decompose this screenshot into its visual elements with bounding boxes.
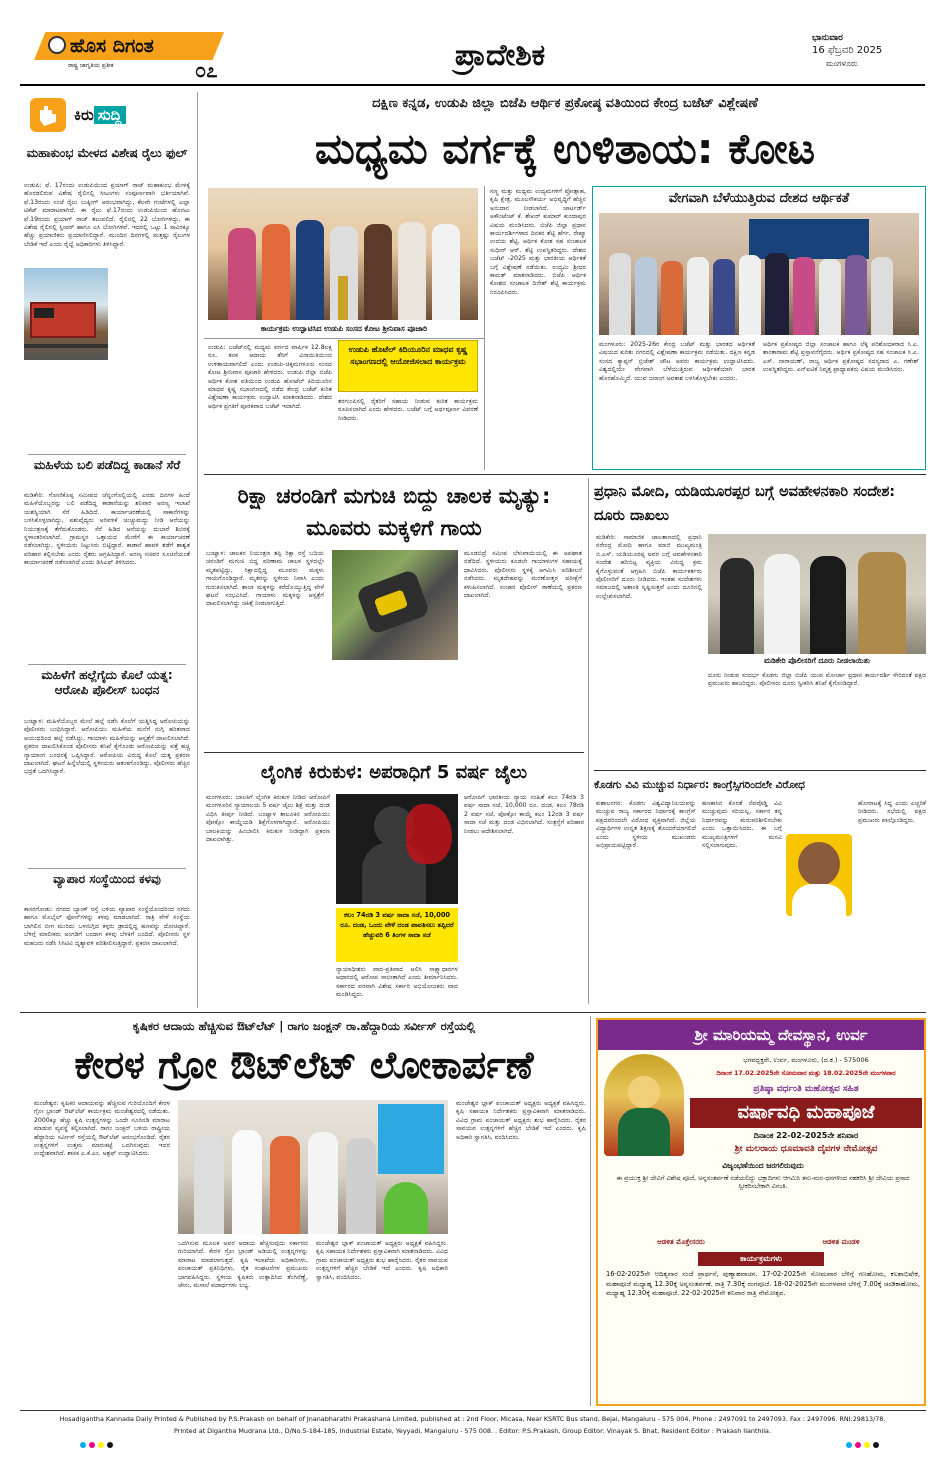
pocso-highlight-text: ಕಲಂ 74ರಡಿ 3 ವರ್ಷ ಸಾದಾ ಸಜೆ, 10,000 ರೂ. ದಂಡ, ಒಂದು ವೇಳೆ ದಂಡ ಪಾವತಿಸಲು ತಪ್ಪಿದರೆ ಹೆಚ್ಚುವರಿ 6 ತಿಂಗಳ ಸಾದಾ ಸಜೆ xyxy=(340,911,454,939)
lead-kicker: ದಕ್ಷಿಣ ಕನ್ನಡ, ಉಡುಪಿ ಜಿಲ್ಲಾ ಬಿಜೆಪಿ ಆರ್ಥಿಕ ಪ್ರಕೋಷ್ಠ ವತಿಯಿಂದ ಕೇಂದ್ರ ಬಜೆಟ್ ವಿಶ್ಲೇಷಣೆ xyxy=(372,96,758,111)
ad-line-5: ವಿಜೃಂಭಣೆಯಿಂದ ಜರಗಲಿರುವುದು xyxy=(722,1161,804,1170)
lead-headline: ಮಧ್ಯಮ ವರ್ಗಕ್ಕೆ ಉಳಿತಾಯ: ಕೋಟ xyxy=(314,124,816,173)
ad-sign-right: ಆಡಳಿತ ಮಂಡಳಿ xyxy=(822,1238,860,1246)
city-label: ಮಂಗಳೂರು xyxy=(826,59,858,68)
kodagu-col-1: ಕುಶಾಲನಗರ: ಕೊಡಗು ವಿಶ್ವವಿದ್ಯಾನಿಲಯವನ್ನು ಮುಚ್ಚುವ ರಾಜ್ಯ ಸರ್ಕಾರದ ನಿರ್ಧಾರಕ್ಕೆ ಕಾಂಗ್ರೆಸ್ ಪಕ್ಷದವರಿಂದಲೇ ವಿರೋಧ ವ್ಯಕ್ತವಾಗಿದೆ. ಜಿಲ್ಲೆಯ ವಿದ್ಯಾರ್ಥಿಗಳ ಉನ್ನತ ಶಿಕ್ಷಣಕ್ಕೆ ತೊಂದರೆಯಾಗಲಿದೆ ಎಂದು ಸ್ಥಳೀಯ ಮುಖಂಡರು ಅಭಿಪ್ರಾಯಪಟ್ಟಿದ್ದಾರೆ. xyxy=(596,800,696,850)
lead-story xyxy=(204,92,926,470)
pocso-highlight-box xyxy=(336,908,458,962)
ad-address: ಭಗವದ್ಭಕ್ತರೇ, ಉರ್ವ, ಮಂಗಳೂರು, (ದ.ಕ.) - 575006 xyxy=(743,1056,869,1064)
logo-emblem-icon xyxy=(48,36,66,54)
ad-body: ಈ ಪ್ರಯುಕ್ತ ಶ್ರೀ ದೇವಿಗೆ ವಿಶೇಷ ಪೂಜೆ, ಅನ್ನಸಂತರ್ಪಣೆ ನಡೆಯಲಿದ್ದು ಭಕ್ತಾದಿಗಳು ಆಗಮಿಸಿ ತನು-ಮನ-ಧನಗಳಿಂದ ಸಹಕರಿಸಿ ಶ್ರೀ ದೇವಿಯ ಪ್ರಸಾದ ಸ್ವೀಕರಿಸಬೇಕಾಗಿ ವಿನಂತಿ. xyxy=(616,1174,910,1191)
ad-deity-image xyxy=(604,1054,684,1156)
lead-highlight-box xyxy=(338,340,478,392)
pocso-col-3: ಆರೋಪಿಗೆ ಭಾರತೀಯ ನ್ಯಾಯ ಸಂಹಿತೆ ಕಲಂ 74ರಡಿ 3 ವರ್ಷ ಸಾದಾ ಸಜೆ, 10,000 ರೂ. ದಂಡ, ಕಲಂ 78ರಡಿ 2 ವರ್ಷ ಸಜೆ, ಪೋಕ್ಸೋ ಕಾಯ್ದೆ ಕಲಂ 12ರಡಿ 3 ವರ್ಷ ಸಾದಾ ಸಜೆ ಮತ್ತು ದಂಡ ವಿಧಿಸಲಾಗಿದೆ. ಸಂತ್ರಸ್ತೆಗೆ ಪರಿಹಾರ ನೀಡಲು ಆದೇಶಿಸಲಾಗಿದೆ. xyxy=(464,794,584,835)
registration-marks xyxy=(80,1442,880,1452)
masthead-logo-text: ಹೊಸ ದಿಗಂತ xyxy=(70,35,154,57)
page-number: ೦೭ xyxy=(195,58,218,82)
sidebar-item xyxy=(24,458,190,658)
pocso-story xyxy=(204,758,584,1010)
kodagu-headline: ಕೊಡಗು ವಿವಿ ಮುಚ್ಚುವ ನಿರ್ಧಾರ: ಕಾಂಗ್ರೆಸ್ಸಿಗರಿಂದಲೇ ವಿರೋಧ xyxy=(594,779,805,791)
kerala-headline: ಕೇರಳ ಗ್ರೋ ಔಟ್‌ಲೆಟ್ ಲೋಕಾರ್ಪಣೆ xyxy=(74,1043,534,1087)
date-block xyxy=(800,32,920,82)
sidebar-item xyxy=(24,872,190,1006)
sidebar-item-body: ಬಂಟ್ವಾಳ: ಮಹಿಳೆಯೊಬ್ಬರ ಮೇಲೆ ಹಲ್ಲೆ ನಡೆಸಿ ಕೊಲೆಗೆ ಯತ್ನಿಸಿದ್ದ ಆರೋಪಿಯನ್ನು ಪೊಲೀಸರು ಬಂಧಿಸಿದ್ದಾರೆ. ಆರೋಪಿಯು ಮಹಿಳೆಯ ಮನೆಗೆ ನುಗ್ಗಿ ಹರಿತವಾದ ಆಯುಧದಿಂದ ಹಲ್ಲೆ ನಡೆಸಿದ್ದು, ಗಾಯಾಳು ಮಹಿಳೆಯನ್ನು ಆಸ್ಪತ್ರೆಗೆ ದಾಖಲಿಸಲಾಗಿದೆ. ಪ್ರಕರಣ ದಾಖಲಿಸಿಕೊಂಡ ಪೊಲೀಸರು ತನಿಖೆ ಕೈಗೊಂಡು ಆರೋಪಿಯನ್ನು ಪತ್ತೆ ಹಚ್ಚಿ ನ್ಯಾಯಾಂಗ ಬಂಧನಕ್ಕೆ ಒಪ್ಪಿಸಿದ್ದಾರೆ. ಆರೋಪಿಯ ವಿರುದ್ಧ ಕೊಲೆ ಯತ್ನ ಪ್ರಕರಣ ದಾಖಲಾಗಿದೆ. ಘಟನೆ ಹಿನ್ನೆಲೆಯಲ್ಲಿ ಸ್ಥಳೀಯರು ಆತಂಕಗೊಂಡಿದ್ದು, ಪೊಲೀಸರು ಹೆಚ್ಚಿನ ಭದ್ರತೆ ಒದಗಿಸಿದ್ದಾರೆ. xyxy=(24,718,190,776)
modi-col-1: ಮಡಿಕೇರಿ: ಸಾಮಾಜಿಕ ಜಾಲತಾಣದಲ್ಲಿ ಪ್ರಧಾನಿ ನರೇಂದ್ರ ಮೋದಿ ಹಾಗೂ ಮಾಜಿ ಮುಖ್ಯಮಂತ್ರಿ ಬಿ.ಎಸ್. ಯಡಿಯೂರಪ್ಪ ಅವರ ಬಗ್ಗೆ ಅವಹೇಳನಕಾರಿ ಸಂದೇಶ ಹರಿಬಿಟ್ಟ ವ್ಯಕ್ತಿಯ ವಿರುದ್ಧ ಕ್ರಮ ಕೈಗೊಳ್ಳುವಂತೆ ಆಗ್ರಹಿಸಿ ಬಿಜೆಪಿ ಕಾರ್ಯಕರ್ತರು ಪೊಲೀಸರಿಗೆ ದೂರು ನೀಡಿದರು. ಇಂತಹ ಸಂದೇಶಗಳು ಸಮಾಜದಲ್ಲಿ ಅಶಾಂತಿ ಸೃಷ್ಟಿಸುತ್ತವೆ ಎಂದು ದೂರಿನಲ್ಲಿ ಉಲ್ಲೇಖಿಸಲಾಗಿದೆ. xyxy=(596,534,702,600)
sidebar-label-a: ಕಿರು xyxy=(74,106,94,124)
kerala-col-3: ಮಂಜೇಶ್ವರ ಬ್ಲಾಕ್ ಪಂಚಾಯತ್ ಅಧ್ಯಕ್ಷರು ಅಧ್ಯಕ್ಷತೆ ವಹಿಸಿದ್ದರು. ಕೃಷಿ ಸಹಾಯಕ ನಿರ್ದೇಶಕರು ಪ್ರಸ್ತಾವಿಕವಾಗಿ ಮಾತನಾಡಿದರು. ವಿವಿಧ ಗ್ರಾಮ ಪಂಚಾಯತ್ ಅಧ್ಯಕ್ಷರು ಶುಭ ಹಾರೈಸಿದರು. ರೈತರ ಸಾವಯವ ಉತ್ಪನ್ನಗಳಿಗೆ ಹೆಚ್ಚಿನ ಬೇಡಿಕೆ ಇದೆ ಎಂದರು. ಕೃಷಿ ಅಧಿಕಾರಿ ಸ್ವಾಗತಿಸಿ, ವಂದಿಸಿದರು. xyxy=(456,1100,586,1141)
rickshaw-photo xyxy=(332,550,458,660)
kerala-kicker: ಕೃಷಿಕರ ಆದಾಯ ಹೆಚ್ಚಿಸುವ ಔಟ್‌ಲೆಟ್ | ರಾಗಂ ಜಂಕ್ಷನ್ ರಾ.ಹೆದ್ದಾರಿಯ ಸರ್ವೀಸ್ ರಸ್ತೆಯಲ್ಲಿ xyxy=(132,1019,476,1033)
hand-icon xyxy=(30,98,66,132)
ad-big-bar xyxy=(690,1098,922,1128)
footer-line-1: Hosadigantha Kannada Daily Printed & Published by P.S.Prakash on behalf of Jnanabharathi Prakashana Limited, published at : 2nd Floor, Micasa, Near KSRTC Bus stand, Bejai, Mangaluru - 575 004, Phone : 2497091 to 2497093. Fax : 2497096. RNI:29813/78. xyxy=(59,1415,886,1423)
modi-photo-caption: ಮಡಿಕೇರಿ ಪೊಲೀಸರಿಗೆ ದೂರು ನೀಡಲಾಯಿತು xyxy=(763,656,871,665)
sidebar-item-body: ಉಡುಪಿ: ಫೆ. 17ರಂದು ಉಡುಪಿಯಿಂದ ಪ್ರಯಾಗ್ ರಾಜ್ ಮಹಾಕುಂಭ ಮೇಳಕ್ಕೆ ಹೊರಡಲಿರುವ ವಿಶೇಷ ರೈಲಿನಲ್ಲಿ ಸೀಟುಗಳು ಸಂಪೂರ್ಣವಾಗಿ ಭರ್ತಿಯಾಗಿವೆ. ಫೆ.13ರಂದು ಸಂಜೆ ರೈಲು ಬುಕ್ಕಿಂಗ್ ಆರಂಭವಾಗಿದ್ದು, ಕೆಲವೇ ಗಂಟೆಗಳಲ್ಲಿ ಎಲ್ಲಾ ಟಿಕೆಟ್ ಮಾರಾಟವಾಗಿದೆ. ಈ ರೈಲು ಫೆ.17ರಂದು ಉಡುಪಿಯಿಂದ ಹೊರಟು ಫೆ.19ರಂದು ಪ್ರಯಾಗ್ ರಾಜ್ ತಲುಪಲಿದೆ. ರೈಲಿನಲ್ಲಿ 22 ಬೋಗಿಗಳಿದ್ದು, ಈ ವಿಶೇಷ ರೈಲಿನಲ್ಲಿ ಸ್ಲೀಪರ್ ಹಾಗೂ ಎಸಿ ಬೋಗಿಗಳಿವೆ. ಇದರಲ್ಲಿ ಒಟ್ಟು 1 ಸಾವಿರಕ್ಕೂ ಹೆಚ್ಚು ಪ್ರಯಾಣಿಕರು ಪ್ರಯಾಣಿಸಲಿದ್ದಾರೆ. ಮುಂದಿನ ದಿನಗಳಲ್ಲಿ ಮತ್ತಷ್ಟು ರೈಲುಗಳ ಬೇಡಿಕೆ ಇದೆ ಎಂದು ರೈಲ್ವೆ ಅಧಿಕಾರಿಗಳು ತಿಳಿಸಿದ್ದಾರೆ. xyxy=(24,182,190,248)
date-label: 16 ಫೆಬ್ರವರಿ 2025 xyxy=(812,45,883,56)
modi-col-2: ದೂರು ನೀಡುವ ಸಂದರ್ಭ ಕೊಡಗು ಜಿಲ್ಲಾ ಬಿಜೆಪಿ ಯುವ ಮೋರ್ಚಾ ಪ್ರಧಾನ ಕಾರ್ಯದರ್ಶಿ ಸೇರಿದಂತೆ ಪಕ್ಷದ ಪ್ರಮುಖರು ಹಾಜರಿದ್ದರು. ಪೊಲೀಸರು ದೂರು ಸ್ವೀಕರಿಸಿ ತನಿಖೆ ಕೈಗೊಂಡಿದ್ದಾರೆ. xyxy=(708,672,926,688)
pocso-headline: ಲೈಂಗಿಕ ಕಿರುಕುಳ: ಅಪರಾಧಿಗೆ 5 ವರ್ಷ ಜೈಲು xyxy=(260,762,528,783)
sidebar-item xyxy=(24,668,190,864)
kerala-col-2b: ಮಂಜೇಶ್ವರ ಬ್ಲಾಕ್ ಪಂಚಾಯತ್ ಅಧ್ಯಕ್ಷರು ಅಧ್ಯಕ್ಷತೆ ವಹಿಸಿದ್ದರು. ಕೃಷಿ ಸಹಾಯಕ ನಿರ್ದೇಶಕರು ಪ್ರಸ್ತಾವಿಕವಾಗಿ ಮಾತನಾಡಿದರು. ವಿವಿಧ ಗ್ರಾಮ ಪಂಚಾಯತ್ ಅಧ್ಯಕ್ಷರು ಶುಭ ಹಾರೈಸಿದರು. ರೈತರ ಸಾವಯವ ಉತ್ಪನ್ನಗಳಿಗೆ ಹೆಚ್ಚಿನ ಬೇಡಿಕೆ ಇದೆ ಎಂದರು. ಕೃಷಿ ಅಧಿಕಾರಿ ಸ್ವಾಗತಿಸಿ, ವಂದಿಸಿದರು. xyxy=(316,1240,448,1281)
lead-sub-col-1: ಮಂಗಳೂರು: 2025-26ರ ಕೇಂದ್ರ ಬಜೆಟ್ ಮತ್ತು ಭಾರತದ ಆರ್ಥಿಕತೆ ವಿಷಯದ ಕುರಿತು ನಗರದಲ್ಲಿ ವಿಶ್ಲೇಷಣಾ ಕಾರ್ಯಕ್ರಮ ನಡೆಯಿತು. ದಕ್ಷಿಣ ಕನ್ನಡ ಸಂಸದ ಕ್ಯಾಪ್ಟನ್ ಬ್ರಿಜೇಶ್ ಚೌಟ ಅವರು ಕಾರ್ಯಕ್ರಮ ಉದ್ಘಾಟಿಸಿದರು. ವಿಶ್ವದಲ್ಲಿಯೇ ವೇಗವಾಗಿ ಬೆಳೆಯುತ್ತಿರುವ ಆರ್ಥಿಕತೆಯಾಗಿ ಭಾರತ ಹೊರಹೊಮ್ಮಿದೆ. ಯುವ ಜನಾಂಗ ಅವಕಾಶ ಬಳಸಿಕೊಳ್ಳಬೇಕು ಎಂದರು. xyxy=(599,341,755,382)
sidebar-item-title: ವ್ಯಾಪಾರ ಸಂಸ್ಥೆಯಿಂದ ಕಳವು xyxy=(53,872,161,886)
lead-sub-col-2: ಆರ್ಥಿಕ ಪ್ರಕೋಷ್ಠದ ಜಿಲ್ಲಾ ಸಂಚಾಲಕ ಹಾಗೂ ಲೆಕ್ಕ ಪರಿಶೋಧಕರಾದ ಸಿ.ಎ. ಶಾಂತಾರಾಮ ಶೆಟ್ಟಿ ಪ್ರಸ್ತಾವನೆಗೈದರು. ಆರ್ಥಿಕ ಪ್ರಕೋಷ್ಠದ ಸಹ ಸಂಚಾಲಕ ಸಿ.ಎ. ಎಸ್. ನಾರಾಯಣ್, ರಾಜ್ಯ ಆರ್ಥಿಕ ಪ್ರಕೋಷ್ಠದ ಸದಸ್ಯರಾದ ಎ. ಗಣೇಶ್ ಉಪಸ್ಥಿತರಿದ್ದರು. ಎನ್‌ಐಟಿಕೆ ನಿವೃತ್ತ ಪ್ರಾಧ್ಯಾಪಕರು ವಿಷಯ ಮಂಡಿಸಿದರು. xyxy=(763,341,919,374)
lead-photo xyxy=(208,188,478,320)
footer-line-2: Printed at Digantha Mudrana Ltd., D/No.5-184-185, Industrial Estate, Yeyyadi, Mangaluru - 575 008. . Editor: P.S.Prakash, Group Editor: Vinayak S. Bhat, Resident Editor : Prakash Ilanthila. xyxy=(173,1427,771,1435)
rickshaw-story xyxy=(204,480,584,748)
kerala-photo xyxy=(178,1100,448,1234)
modi-story xyxy=(594,480,926,766)
modi-headline: ಪ್ರಧಾನಿ ಮೋದಿ, ಯಡಿಯೂರಪ್ಪರ ಬಗ್ಗೆ ಅವಹೇಳನಕಾರಿ ಸಂದೇಶ: ದೂರು ದಾಖಲು xyxy=(594,484,896,524)
ad-line-1: ದಿನಾಂಕ 17.02.2025ನೇ ಸೋಮವಾರ ಮತ್ತು 18.02.2025ನೇ ಮಂಗಳವಾರ xyxy=(716,1070,896,1077)
sidebar xyxy=(20,90,194,1010)
rickshaw-col-2: ಮೂಡಬಿದ್ರೆ ಸಮೀಪ ಬೆಳುವಾಯಿಯಲ್ಲಿ ಈ ಅಪಘಾತ ನಡೆದಿದೆ. ಸ್ಥಳೀಯರು ಕೂಡಲೇ ಗಾಯಾಳುಗಳ ಸಹಾಯಕ್ಕೆ ಧಾವಿಸಿದರು. ಪೊಲೀಸರು ಸ್ಥಳಕ್ಕೆ ಆಗಮಿಸಿ ಪರಿಶೀಲನೆ ನಡೆಸಿದರು. ಮೃತದೇಹವನ್ನು ಮರಣೋತ್ತರ ಪರೀಕ್ಷೆಗೆ ಕಳುಹಿಸಲಾಗಿದೆ. ಸಂಚಾರ ಪೊಲೀಸ್ ಠಾಣೆಯಲ್ಲಿ ಪ್ರಕರಣ ದಾಖಲಾಗಿದೆ. xyxy=(464,550,582,600)
ad-program-head: ಕಾರ್ಯಕ್ರಮಗಳು xyxy=(740,1254,782,1263)
rickshaw-headline: ರಿಕ್ಷಾ ಚರಂಡಿಗೆ ಮಗುಚಿ ಬಿದ್ದು ಚಾಲಕ ಮೃತ್ಯು: ಮೂವರು ಮಕ್ಕಳಿಗೆ ಗಾಯ xyxy=(237,484,551,540)
ad-line-3: ದಿನಾಂಕ 22-02-2025ನೇ ಶನಿವಾರ xyxy=(753,1131,859,1140)
pocso-photo xyxy=(336,794,458,904)
rickshaw-col-1: ಬಂಟ್ವಾಳ: ಚಾಲಕನ ನಿಯಂತ್ರಣ ತಪ್ಪಿ ರಿಕ್ಷಾ ರಸ್ತೆ ಬದಿಯ ಚರಂಡಿಗೆ ಮಗುಚಿ ಬಿದ್ದ ಪರಿಣಾಮ ಚಾಲಕ ಸ್ಥಳದಲ್ಲೇ ಮೃತಪಟ್ಟಿದ್ದು, ರಿಕ್ಷಾದಲ್ಲಿದ್ದ ಮೂವರು ಮಕ್ಕಳು ಗಾಯಗೊಂಡಿದ್ದಾರೆ. ಮೃತರನ್ನು ಸ್ಥಳೀಯ ನಿವಾಸಿ ಎಂದು ಗುರುತಿಸಲಾಗಿದೆ. ಶಾಲಾ ಮಕ್ಕಳನ್ನು ಕರೆದೊಯ್ಯುತ್ತಿದ್ದ ವೇಳೆ ಘಟನೆ ಸಂಭವಿಸಿದೆ. ಗಾಯಾಳು ಮಕ್ಕಳನ್ನು ಆಸ್ಪತ್ರೆಗೆ ದಾಖಲಿಸಲಾಗಿದ್ದು ಚಿಕಿತ್ಸೆ ನೀಡಲಾಗುತ್ತಿದೆ. xyxy=(206,550,324,608)
modi-photo xyxy=(708,534,926,654)
lead-sub-headline: ವೇಗವಾಗಿ ಬೆಳೆಯುತ್ತಿರುವ ದೇಶದ ಆರ್ಥಿಕತೆ xyxy=(668,191,850,206)
section-title: ಪ್ರಾದೇಶಿಕ xyxy=(454,38,546,73)
kodagu-story xyxy=(594,774,926,1010)
ad-line-2: ಪ್ರತಿಷ್ಠಾ ವರ್ಧಂತಿ ಮಹೋತ್ಸವ ಸಹಿತ xyxy=(753,1084,859,1094)
lead-col-2: ತರಗುಂಪಿನಲ್ಲಿ ರೈತರಿಗೆ ಸಹಾಯ ನೀಡುವ ಕುರಿತ ಕಾರ್ಯಕ್ರಮ ರೂಪಿಸಲಾಗಿದೆ ಎಂದು ಹೇಳಿದರು. ಬಜೆಟ್ ಬಗ್ಗೆ ಅರ್ಥಪೂರ್ಣ ವಿವರಣೆ ನೀಡಿದರು. xyxy=(338,398,478,422)
kerala-col-1: ಮಂಜೇಶ್ವರ: ಕೃಷಿಕರ ಆದಾಯವನ್ನು ಹೆಚ್ಚಿಸುವ ಗುರಿಯೊಂದಿಗೆ ಕೇರಳ ಗ್ರೋ ಬ್ರಾಂಡ್ ಔಟ್‌ಲೆಟ್ ಕಾರ್ಯಕ್ರಮ ಮಂಜೇಶ್ವರದಲ್ಲಿ ನಡೆಯಿತು. 2000ಕ್ಕೂ ಹೆಚ್ಚು ಕೃಷಿ ಉತ್ಪನ್ನಗಳನ್ನು ಒಂದೇ ಸೂರಿನಡಿ ಮಾರಾಟ ಮಾಡುವ ವ್ಯವಸ್ಥೆ ಕಲ್ಪಿಸಲಾಗಿದೆ. ರಾಗಂ ಜಂಕ್ಷನ್ ಬಳಿಯ ರಾಷ್ಟ್ರೀಯ ಹೆದ್ದಾರಿಯ ಸರ್ವೀಸ್ ರಸ್ತೆಯಲ್ಲಿ ಔಟ್‌ಲೆಟ್ ಆರಂಭಗೊಂಡಿದೆ. ರೈತರ ಉತ್ಪನ್ನಗಳಿಗೆ ಉತ್ತಮ ಮಾರುಕಟ್ಟೆ ಒದಗಿಸುವುದು ಇದರ ಉದ್ದೇಶವಾಗಿದೆ. ಶಾಸಕ ಎ.ಕೆ.ಎಂ. ಅಶ್ರಫ್ ಉದ್ಘಾಟಿಸಿದರು. xyxy=(34,1100,170,1158)
pocso-col-2: ನ್ಯಾಯಾಧೀಶರು ವಾದ-ಪ್ರತಿವಾದ ಆಲಿಸಿ ಸಾಕ್ಷ್ಯಾಧಾರಗಳ ಆಧಾರದಲ್ಲಿ ಆರೋಪ ಸಾಬೀತಾಗಿದೆ ಎಂದು ತೀರ್ಮಾನಿಸಿದರು. ಸರ್ಕಾರದ ಪರವಾಗಿ ವಿಶೇಷ ಸರ್ಕಾರಿ ಅಭಿಯೋಜಕರು ವಾದ ಮಂಡಿಸಿದ್ದರು. xyxy=(336,966,458,999)
masthead-tagline: ರಾಷ್ಟ್ರ ಜಾಗೃತಿಯ ಪ್ರತೀಕ xyxy=(68,62,114,69)
lead-highlight-text: ಉಡುಪಿ ಹೊಟೆಲ್ ಕಿದಿಯೂರಿನ ಮಾಧವ ಕೃಷ್ಣ ಸಭಾಂಗಣದಲ್ಲಿ ಆಯೋಜಿಸಲಾದ ಕಾರ್ಯಕ್ರಮ xyxy=(348,345,468,366)
ad-program-head-bar xyxy=(698,1252,824,1266)
lead-col-3: ಸಣ್ಣ ಮತ್ತು ಮಧ್ಯಮ ಉದ್ಯಮಗಳಿಗೆ ಪ್ರೋತ್ಸಾಹ, ಕೃಷಿ ಕ್ಷೇತ್ರ, ಮೂಲಸೌಕರ್ಯ ಅಭಿವೃದ್ಧಿಗೆ ಹೆಚ್ಚಿನ ಅನುದಾನ ನೀಡಲಾಗಿದೆ. ಚಾರ್ಟರ್ಡ್ ಅಕೌಂಟೆಂಟ್ ಕೆ. ಶೇಖರ್ ಕುಮಾರ್ ಕುಂದಾಪುರ ವಿಷಯ ಮಂಡಿಸಿದರು. ಬಿಜೆಪಿ ಜಿಲ್ಲಾ ಪ್ರಧಾನ ಕಾರ್ಯದರ್ಶಿಗಳಾದ ದಿನಕರ ಶೆಟ್ಟಿ ಹೆರ್ಗ, ರೇಷ್ಮಾ ಉದಯ ಶೆಟ್ಟಿ, ಆರ್ಥಿಕ ಕೋಶ ಸಹ ಸಂಚಾಲಕ ಸುಧೀರ್ ಆರ್. ಶೆಟ್ಟಿ ಉಪಸ್ಥಿತರಿದ್ದರು. ದೇಶದ ಬಜೆಟ್ -2025 ಮತ್ತು ಭಾರತೀಯ ಆರ್ಥಿಕತೆ ಬಗ್ಗೆ ವಿಶ್ಲೇಷಣೆ ನಡೆಯಿತು. ಉದ್ಯಮಿ ಶ್ರೀಧರ ಕಾಮತ್ ಮಾತನಾಡಿದರು. ಬಿಜೆಪಿ ಆರ್ಥಿಕ ಕೋಶದ ಸಂಚಾಲಕ ದಿನೇಶ್ ಶೆಟ್ಟಿ ಕಾರ್ಯಕ್ರಮ ನಿರೂಪಿಸಿದರು. xyxy=(490,188,586,296)
sidebar-item-title: ಮಹಿಳೆಗೆ ಹಲ್ಲೆಗೈದು ಕೊಲೆ ಯತ್ನ: ಆರೋಪಿ ಪೊಲೀಸ್ ಬಂಧನ xyxy=(41,668,173,697)
ad-line-4: ಶ್ರೀ ಮಲರಾಯ ಧೂಮಾವತಿ ದೈವಗಳ ನೇಮೋತ್ಸವ xyxy=(734,1144,878,1154)
ad-title-bar xyxy=(598,1020,924,1050)
kerala-story xyxy=(20,1016,588,1406)
pocso-col-1: ಮಂಗಳೂರು: ಬಾಲಕಿಗೆ ಲೈಂಗಿಕ ಕಿರುಕುಳ ನೀಡಿದ ಆರೋಪಿಗೆ ಮಂಗಳೂರಿನ ನ್ಯಾಯಾಲಯ 5 ವರ್ಷ ಜೈಲು ಶಿಕ್ಷೆ ಮತ್ತು ದಂಡ ವಿಧಿಸಿ ತೀರ್ಪು ನೀಡಿದೆ. ಬಂಟ್ವಾಳ ತಾಲೂಕಿನ ಆರೋಪಿಯು ಪೋಕ್ಸೋ ಕಾಯ್ದೆಯಡಿ ಶಿಕ್ಷೆಗೊಳಗಾಗಿದ್ದಾನೆ. ಆರೋಪಿಯು ಬಾಲಕಿಯನ್ನು ಹಿಂಬಾಲಿಸಿ ಕಿರುಕುಳ ನೀಡಿದ್ದಾಗಿ ಪ್ರಕರಣ ದಾಖಲಾಗಿತ್ತು. xyxy=(206,794,330,844)
kerala-col-2: ಒದಗಿಸುವ ಮೂಲಕ ಅವರ ಆದಾಯ ಹೆಚ್ಚಿಸುವುದು ಸರ್ಕಾರದ ಗುರಿಯಾಗಿದೆ. ಕೇರಳ ಗ್ರೋ ಬ್ರಾಂಡ್ ಅಡಿಯಲ್ಲಿ ಉತ್ಪನ್ನಗಳನ್ನು ಮಾರಾಟ ಮಾಡಲಾಗುತ್ತದೆ. ಕೃಷಿ ಇಲಾಖೆಯ ಅಧಿಕಾರಿಗಳು, ಪಂಚಾಯತ್ ಪ್ರತಿನಿಧಿಗಳು, ರೈತ ಸಂಘಟನೆಗಳ ಪ್ರಮುಖರು ಭಾಗವಹಿಸಿದ್ದರು. ಸ್ಥಳೀಯ ಕೃಷಿಕರು ಉತ್ಪಾದಿಸಿದ ತೆಂಗಿನೆಣ್ಣೆ, ಜೇನು, ಮಸಾಲೆ ಪದಾರ್ಥಗಳು ಲಭ್ಯ. xyxy=(178,1240,308,1290)
sidebar-label-b: ಸುದ್ದಿ xyxy=(94,106,126,124)
lead-col-1: ಉಡುಪಿ: ಬಜೆಟ್‌ನಲ್ಲಿ ಮಧ್ಯಮ ವರ್ಗದ ವಾರ್ಷಿಕ 12.8ಲಕ್ಷ ರೂ. ತನಕ ಆದಾಯ ತೆರಿಗೆ ವಿನಾಯಿತಿಯಿಂದ ಉಳಿತಾಯವಾಗಲಿದೆ ಎಂದು ಉಡುಪಿ-ಚಿಕ್ಕಮಗಳೂರು ಸಂಸದ ಕೋಟ ಶ್ರೀನಿವಾಸ ಪೂಜಾರಿ ಹೇಳಿದರು. ಉಡುಪಿ ಜಿಲ್ಲಾ ಬಿಜೆಪಿ ಆರ್ಥಿಕ ಕೋಶ ವತಿಯಿಂದ ಉಡುಪಿ ಹೋಟೆಲ್ ಕಿದಿಯೂರಿನ ಮಾಧವ ಕೃಷ್ಣ ಸಭಾಂಗಣದಲ್ಲಿ ನಡೆದ ಕೇಂದ್ರ ಬಜೆಟ್ ಕುರಿತ ವಿಶ್ಲೇಷಣಾ ಕಾರ್ಯಕ್ರಮ ಉದ್ಘಾಟಿಸಿ ಮಾತನಾಡಿದರು. ದೇಶದ ಆರ್ಥಿಕ ಪ್ರಗತಿಗೆ ಪೂರಕವಾದ ಬಜೆಟ್ ಇದಾಗಿದೆ. xyxy=(208,344,332,410)
masthead-rule xyxy=(20,84,925,86)
sidebar-item-body: ಮಡಿಕೇರಿ: ಗೋಣಿಕೊಪ್ಪ ಸಮೀಪದ ಚೆನ್ನಂಗೊಲ್ಲಿಯಲ್ಲಿ ಎರಡು ದಿನಗಳ ಹಿಂದೆ ಮಹಿಳೆಯೊಬ್ಬರನ್ನು ಬಲಿ ಪಡೆದಿದ್ದ ಕಾಡಾನೆಯನ್ನು ಶನಿವಾರ ಅರಣ್ಯ ಇಲಾಖೆ ಯಶಸ್ವಿಯಾಗಿ ಸೆರೆ ಹಿಡಿದಿದೆ. ಕಾರ್ಯಾಚರಣೆಯಲ್ಲಿ ಸಾಕಾನೆಗಳನ್ನು ಬಳಸಿಕೊಳ್ಳಲಾಗಿದ್ದು, ಪಶುವೈದ್ಯರು ಅರಿವಳಿಕೆ ಚುಚ್ಚುಮದ್ದು ನೀಡಿ ಆನೆಯನ್ನು ನಿಯಂತ್ರಣಕ್ಕೆ ತೆಗೆದುಕೊಂಡರು. ಸೆರೆ ಹಿಡಿದ ಆನೆಯನ್ನು ದುಬಾರೆ ಶಿಬಿರಕ್ಕೆ ಸ್ಥಳಾಂತರಿಸಲಾಗಿದೆ. ಗ್ರಾಮಸ್ಥರ ಒತ್ತಾಯದ ಮೇರೆಗೆ ಈ ಕಾರ್ಯಾಚರಣೆ ನಡೆಸಲಾಗಿದ್ದು, ಸ್ಥಳೀಯರು ನಿಟ್ಟುಸಿರು ಬಿಟ್ಟಿದ್ದಾರೆ. ಕಾಡಾನೆ ಹಾವಳಿ ತಡೆಗೆ ಶಾಶ್ವತ ಪರಿಹಾರ ಕಲ್ಪಿಸಬೇಕು ಎಂದು ರೈತರು ಆಗ್ರಹಿಸಿದ್ದಾರೆ. ಅರಣ್ಯ ಸಚಿವರ ಸೂಚನೆಯಂತೆ ಕಾರ್ಯಾಚರಣೆ ನಡೆಸಲಾಗಿದೆ ಎಂದು ಡಿಸಿಎಫ್ ತಿಳಿಸಿದರು. xyxy=(24,492,190,567)
kodagu-col-3: ಹೋರಾಟಕ್ಕೆ ಸಿದ್ಧ ಎಂದು ಎಚ್ಚರಿಕೆ ನೀಡಿದರು. ಸಭೆಯಲ್ಲಿ ಪಕ್ಷದ ಪ್ರಮುಖರು ಪಾಲ್ಗೊಂಡಿದ್ದರು. xyxy=(858,800,926,824)
ad-sign-left: ಆಡಳಿತ ಮೊಕ್ತೇಸರರು xyxy=(657,1238,705,1246)
sidebar-item-body: ಕಾಸರಗೋಡು: ನಗರದ ಬ್ಯಾಂಕ್ ರಸ್ತೆ ಬಳಿಯ ವ್ಯಾಪಾರ ಸಂಸ್ಥೆಯೊಂದರಿಂದ ನಗದು ಹಾಗೂ ಮೊಬೈಲ್ ಫೋನ್‌ಗಳನ್ನು ಕಳವು ಮಾಡಲಾಗಿದೆ. ರಾತ್ರಿ ವೇಳೆ ಸಂಸ್ಥೆಯ ಬಾಗಿಲಿನ ಬೀಗ ಮುರಿದು ಒಳನುಗ್ಗಿದ ಕಳ್ಳರು ಡ್ರಾದಲ್ಲಿದ್ದ ಹಣವನ್ನು ದೋಚಿದ್ದಾರೆ. ಬೆಳಿಗ್ಗೆ ಮಾಲೀಕರು ಅಂಗಡಿಗೆ ಬಂದಾಗ ಕಳವು ಬೆಳಕಿಗೆ ಬಂದಿದೆ. ಪೊಲೀಸರು ಸ್ಥಳ ಮಹಜರು ನಡೆಸಿ ಸಿಸಿಟಿವಿ ದೃಶ್ಯಾವಳಿ ಪರಿಶೀಲಿಸುತ್ತಿದ್ದಾರೆ. ಪ್ರಕರಣ ದಾಖಲಾಗಿದೆ. xyxy=(24,906,190,947)
masthead xyxy=(0,0,945,86)
sidebar-item-title: ಮಹಿಳೆಯ ಬಲಿ ಪಡೆದಿದ್ದ ಕಾಡಾನೆ ಸೆರೆ xyxy=(33,458,181,472)
sidebar-item xyxy=(24,146,190,450)
ad-program: 16-02-2025ನೇ ಆದಿತ್ಯವಾರ ಸಂಜೆ ಪ್ರಾರ್ಥನೆ, ಪುಣ್ಯಾಹವಾಚನ. 17-02-2025ನೇ ಸೋಮವಾರ ಬೆಳಿಗ್ಗೆ ಗಣಹೋಮ, ಕಲಶಾಭಿಷೇಕ, ಮಹಾಪೂಜೆ ಮಧ್ಯಾಹ್ನ 12.30ಕ್ಕೆ ಅನ್ನಸಂತರ್ಪಣೆ. ರಾತ್ರಿ 7.30ಕ್ಕೆ ರಂಗಪೂಜೆ. 18-02-2025ನೇ ಮಂಗಳವಾರ ಬೆಳಿಗ್ಗೆ 7.00ಕ್ಕೆ ಚಂಡಿಕಾಹೋಮ, ಮಧ್ಯಾಹ್ನ 12.30ಕ್ಕೆ ಮಹಾಪೂಜೆ. 22-02-2025ನೇ ಶನಿವಾರ ರಾತ್ರಿ ನೇಮೋತ್ಸವ. xyxy=(606,1270,920,1298)
temple-ad xyxy=(596,1018,926,1406)
kodagu-photo xyxy=(786,834,852,916)
sidebar-item-title: ಮಹಾಕುಂಭ ಮೇಳದ ವಿಶೇಷ ರೈಲು ಫುಲ್ xyxy=(26,146,188,160)
masthead-logo-box xyxy=(20,32,232,82)
lead-sub-photo xyxy=(599,213,919,335)
ad-big-text: ವರ್ಷಾವಧಿ ಮಹಾಪೂಜೆ xyxy=(737,1102,875,1123)
day-label: ಭಾನುವಾರ xyxy=(812,33,843,43)
lead-photo-caption: ಕಾರ್ಯಕ್ರಮ ಉದ್ಘಾಟಿಸಿದ ಉಡುಪಿ ಸಂಸದ ಕೋಟ ಶ್ರೀನಿವಾಸ ಪೂಜಾರಿ xyxy=(260,324,428,333)
lead-substory xyxy=(592,186,926,470)
kodagu-col-2: ಹಣಕಾಸಿನ ಕೊರತೆ ನೆಪವೊಡ್ಡಿ ವಿವಿ ಮುಚ್ಚುವುದು ಸರಿಯಲ್ಲ. ಸರ್ಕಾರ ತನ್ನ ನಿರ್ಧಾರವನ್ನು ಮರುಪರಿಶೀಲಿಸಬೇಕು ಎಂದು ಒತ್ತಾಯಿಸಿದರು. ಈ ಬಗ್ಗೆ ಮುಖ್ಯಮಂತ್ರಿಗಳಿಗೆ ಮನವಿ ಸಲ್ಲಿಸಲಾಗುವುದು. xyxy=(702,800,782,850)
sidebar-header xyxy=(30,98,190,132)
ad-title: ಶ್ರೀ ಮಾರಿಯಮ್ಮ ದೇವಸ್ಥಾನ, ಉರ್ವ xyxy=(694,1026,868,1044)
